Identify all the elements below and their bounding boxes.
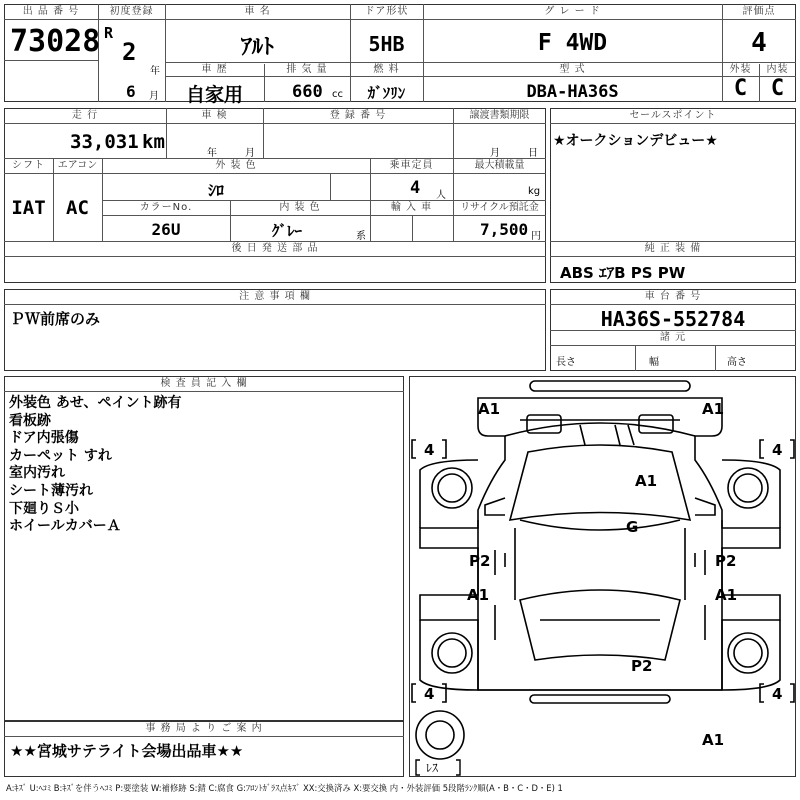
- mileage-unit: km: [142, 131, 165, 153]
- grade: F 4WD: [537, 30, 608, 56]
- width-label: 幅: [649, 357, 659, 368]
- import-label: 輸 入 車: [390, 202, 433, 213]
- inspector-note: ホイールカバーＡ: [9, 518, 121, 535]
- fuel: ｶﾞｿﾘﾝ: [367, 84, 406, 102]
- transfer-deadline-label: 譲渡書類期限: [469, 110, 530, 121]
- damage-mark: A1: [635, 472, 658, 490]
- grade-label: グ レ ー ド: [544, 6, 601, 17]
- mileage-label: 走 行: [71, 110, 99, 121]
- damage-mark: P2: [631, 657, 653, 675]
- door-type: 5HB: [368, 32, 405, 56]
- tire-mark: 4: [772, 441, 783, 459]
- office-label: 事 務 局 よ り ご 案 内: [145, 723, 263, 734]
- recycle-label: リサイクル預託金: [460, 202, 539, 213]
- inspection-label: 車 検: [201, 110, 228, 121]
- caution-text: ＰＷ前席のみ: [10, 310, 101, 328]
- tire-mark: 4: [424, 441, 435, 459]
- first-reg-year: 2: [122, 38, 137, 66]
- dims-label: 諸 元: [659, 332, 687, 343]
- height-label: 高さ: [727, 357, 747, 368]
- max-load-unit: kg: [528, 186, 541, 197]
- transfer-month-unit: 月: [490, 148, 500, 159]
- car-name: ｱﾙﾄ: [240, 35, 274, 60]
- exterior-grade-label: 外装: [729, 64, 752, 75]
- damage-mark: A1: [467, 586, 490, 604]
- inspector-note: カーペット すれ: [9, 447, 112, 464]
- model-label: 型 式: [559, 64, 586, 75]
- first-reg-year-unit: 年: [150, 66, 160, 77]
- history-label: 車 歴: [201, 64, 228, 75]
- inspector-label: 検 査 員 記 入 欄: [160, 378, 248, 389]
- damage-mark: A1: [478, 400, 501, 418]
- equipment-label: 純 正 装 備: [644, 243, 702, 254]
- ext-color: ｼﾛ: [207, 181, 224, 200]
- damage-mark: A1: [702, 731, 725, 749]
- aircon-label: エアコン: [57, 160, 98, 171]
- interior-grade-label: 内装: [766, 64, 789, 75]
- max-load-label: 最大積載量: [474, 160, 525, 171]
- mileage: 33,031: [70, 131, 139, 153]
- equipment: ABS ｴｱB PS PW: [560, 264, 686, 282]
- score-label: 評価点: [742, 6, 776, 17]
- displacement-unit: cc: [332, 89, 343, 100]
- exterior-grade: C: [733, 76, 748, 101]
- tire-mark: 4: [772, 685, 783, 703]
- registration-label: 登 録 番 号: [329, 110, 387, 121]
- lot-number: 73028: [10, 24, 101, 59]
- history: 自家用: [185, 84, 243, 106]
- inspector-note: ドア内張傷: [9, 430, 79, 447]
- first-reg-month-unit: 月: [149, 91, 159, 102]
- sales-point: ★オークションデビュー★: [553, 133, 718, 149]
- chassis-label: 車 台 番 号: [644, 291, 702, 302]
- inspector-note: シート薄汚れ: [9, 482, 93, 499]
- shift-label: シフト: [12, 160, 45, 171]
- damage-mark: G: [626, 518, 639, 536]
- inspector-note: 看板跡: [9, 412, 51, 429]
- ext-color-label: 外 装 色: [215, 160, 257, 171]
- color-no-label: カラーNo.: [139, 202, 193, 213]
- aircon: AC: [66, 197, 89, 219]
- displacement-label: 排 気 量: [286, 64, 328, 75]
- lot-label: 出 品 番 号: [22, 6, 80, 17]
- damage-mark: P2: [715, 552, 737, 570]
- fuel-label: 燃 料: [373, 64, 400, 75]
- damage-mark: A1: [702, 400, 725, 418]
- car-diagram-drawing: [409, 376, 796, 777]
- chassis-number: HA36S-552784: [600, 307, 746, 331]
- color-no: 26U: [151, 220, 181, 239]
- tire-mark: 4: [424, 685, 435, 703]
- inspector-note: 下廻りＳ小: [9, 500, 79, 517]
- transfer-day-unit: 日: [528, 148, 538, 159]
- int-color: ｸﾞﾚｰ: [272, 222, 303, 240]
- score: 4: [751, 28, 767, 58]
- inspector-note: 外装色 あせ、ペイント跡有: [9, 395, 182, 411]
- shift: IAT: [11, 197, 46, 219]
- first-reg-era: R: [104, 24, 114, 42]
- int-color-label: 内 装 色: [279, 202, 321, 213]
- inspector-note: 室内汚れ: [9, 465, 65, 482]
- spare-tire-mark: ﾚｽ: [426, 761, 439, 775]
- door-label: ドア形状: [364, 6, 409, 17]
- displacement: 660: [292, 82, 323, 102]
- length-label: 長さ: [556, 357, 576, 368]
- sales-point-label: セールスポイント: [629, 110, 717, 121]
- caution-label: 注 意 事 項 欄: [239, 291, 311, 302]
- legend: A:ｷｽﾞ U:ﾍｺﾐ B:ｷｽﾞを伴うﾍｺﾐ P:要塗装 W:補修跡 S:錆 C:腐食 G:ﾌﾛﾝﾄｶﾞﾗｽ点ｷｽﾞ XX:交換済み X:要交換 内・外装評価 5段階ﾗﾝｸ順(A・B・C・D・E) 1: [6, 783, 563, 793]
- damage-mark: P2: [469, 552, 491, 570]
- first-reg-label: 初度登録: [109, 6, 154, 17]
- interior-grade: C: [770, 76, 785, 101]
- inspection-year-unit: 年: [207, 148, 217, 159]
- capacity-unit: 人: [436, 190, 446, 201]
- capacity-label: 乗車定員: [389, 160, 434, 171]
- capacity: 4: [410, 178, 421, 198]
- car-name-label: 車 名: [244, 6, 271, 17]
- first-reg-month: 6: [126, 82, 136, 101]
- recycle-unit: 円: [531, 231, 541, 242]
- int-color-suffix: 系: [356, 231, 366, 242]
- damage-mark: A1: [715, 586, 738, 604]
- inspector-notes: [9, 395, 181, 536]
- office-text: ★★宮城サテライト会場出品車★★: [10, 742, 244, 760]
- model: DBA-HA36S: [526, 82, 619, 102]
- inspection-month-unit: 月: [245, 148, 255, 159]
- recycle-fee: 7,500: [480, 220, 529, 239]
- later-parts-label: 後 日 発 送 部 品: [231, 243, 319, 254]
